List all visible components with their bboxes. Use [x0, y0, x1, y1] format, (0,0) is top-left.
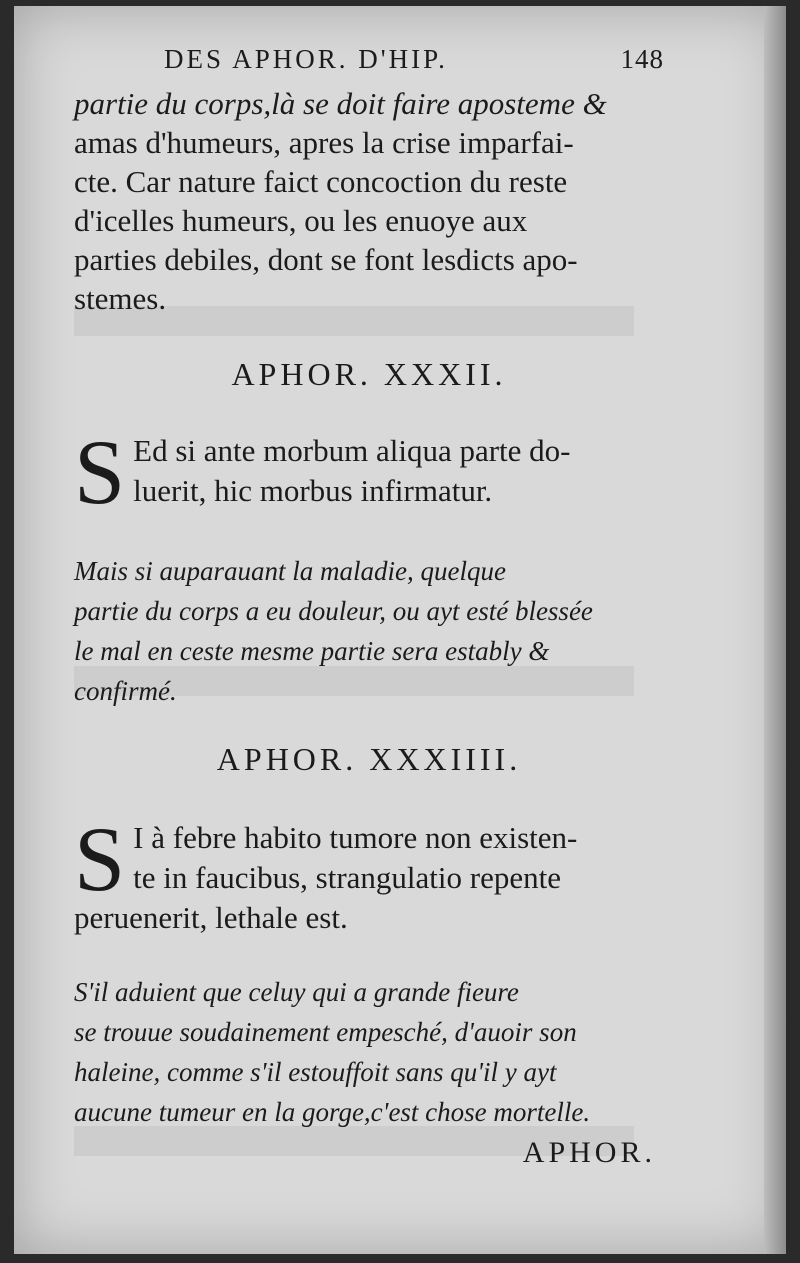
french-translation [74, 972, 664, 1132]
page-number: 148 [620, 44, 664, 74]
running-header [164, 44, 664, 84]
text-line: luerit, hic morbus infirmatur. [133, 473, 493, 508]
drop-cap: S [74, 808, 126, 910]
continuation-paragraph [74, 84, 664, 318]
book-page [14, 6, 786, 1254]
text-line: Ed si ante morbum aliqua parte do- [133, 433, 571, 468]
text-line: confirmé. [74, 676, 177, 706]
text-line: peruenerit, lethale est. [74, 900, 348, 935]
text-line: haleine, comme s'il estouffoit sans qu'il y ayt [74, 1057, 557, 1087]
aphorism-heading: APHOR. XXXIIII. [216, 741, 522, 777]
text-line: S'il aduient que celuy qui a grande fieure [74, 977, 519, 1007]
text-line: I à febre habito tumore non existen- [133, 820, 578, 855]
text-line: partie du corps,là se doit faire aposteme & [74, 86, 607, 121]
text-line: Mais si auparauant la maladie, quelque [74, 556, 506, 586]
latin-paragraph [74, 421, 664, 523]
latin-paragraph [74, 808, 664, 938]
text-line: le mal en ceste mesme partie sera estably & [74, 636, 550, 666]
text-line: amas d'humeurs, apres la crise imparfai- [74, 125, 574, 160]
text-line: cte. Car nature faict concoction du reste [74, 164, 568, 199]
french-translation [74, 551, 664, 711]
text-line: aucune tumeur en la gorge,c'est chose mortelle. [74, 1097, 591, 1127]
catchword: APHOR. [522, 1136, 656, 1169]
text-line: partie du corps a eu douleur, ou ayt esté blessée [74, 596, 593, 626]
text-line: d'icelles humeurs, ou les enuoye aux [74, 203, 528, 238]
text-line: te in faucibus, strangulatio repente [133, 860, 561, 895]
text-line: se trouue soudainement empesché, d'auoir son [74, 1017, 577, 1047]
page-edge-shadow [764, 6, 786, 1254]
running-title: DES APHOR. D'HIP. [164, 44, 448, 74]
text-line: parties debiles, dont se font lesdicts apo- [74, 242, 578, 277]
drop-cap: S [74, 421, 126, 523]
aphorism-heading: APHOR. XXXII. [231, 356, 507, 392]
text-line: stemes. [74, 281, 167, 316]
